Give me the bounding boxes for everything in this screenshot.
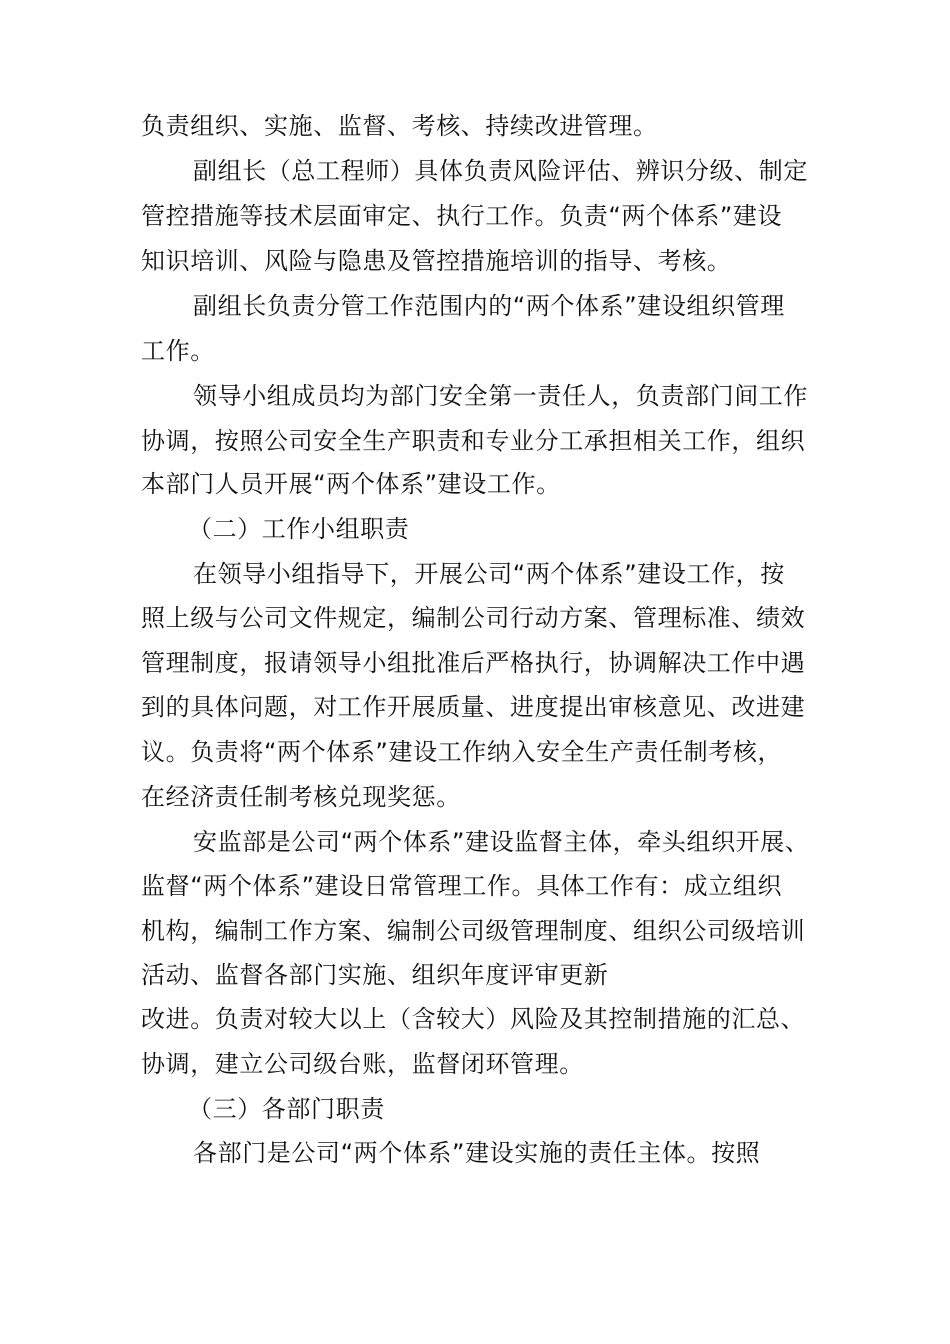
text-line: 管理制度，报请领导小组批准后严格执行，协调解决工作中遇	[141, 649, 806, 677]
text-line: 管控措施等技术层面审定、执行工作。负责“两个体系”建设	[141, 202, 783, 230]
text-line: 照上级与公司文件规定，编制公司行动方案、管理标准、绩效	[141, 604, 806, 632]
text-line: 到的具体问题，对工作开展质量、进度提出审核意见、改进建	[141, 693, 806, 721]
text-line: 在经济责任制考核兑现奖惩。	[141, 783, 461, 811]
text-line: 活动、监督各部门实施、组织年度评审更新	[141, 961, 609, 989]
paragraph-line: 副组长（总工程师）具体负责风险评估、辨识分级、制定	[193, 157, 808, 185]
section-heading: （三）各部门职责	[188, 1095, 385, 1123]
text-line: 议。负责将“两个体系”建设工作纳入安全生产责任制考核，	[141, 738, 783, 766]
section-heading: （二）工作小组职责	[188, 515, 410, 543]
paragraph-line: 副组长负责分管工作范围内的“两个体系”建设组织管理	[193, 292, 785, 320]
paragraph-line: 领导小组成员均为部门安全第一责任人，负责部门间工作	[193, 382, 808, 410]
paragraph-line: 安监部是公司“两个体系”建设监督主体，牵头组织开展、	[193, 828, 810, 856]
text-line: 工作。	[141, 337, 215, 365]
text-line: 本部门人员开展“两个体系”建设工作。	[141, 470, 561, 498]
text-line: 负责组织、实施、监督、考核、持续改进管理。	[141, 112, 658, 140]
text-line: 知识培训、风险与隐患及管控措施培训的指导、考核。	[141, 247, 732, 275]
text-line: 改进。负责对较大以上（含较大）风险及其控制措施的汇总、	[141, 1005, 806, 1033]
paragraph-line: 在领导小组指导下，开展公司“两个体系”建设工作，按	[193, 560, 785, 588]
text-line: 协调，按照公司安全生产职责和专业分工承担相关工作，组织	[141, 427, 806, 455]
text-line: 协调，建立公司级台账，监督闭环管理。	[141, 1050, 584, 1078]
text-line: 监督“两个体系”建设日常管理工作。具体工作有：成立组织	[141, 872, 783, 900]
paragraph-line: 各部门是公司“两个体系”建设实施的责任主体。按照	[193, 1139, 761, 1167]
text-line: 机构，编制工作方案、编制公司级管理制度、组织公司级培训	[141, 917, 806, 945]
